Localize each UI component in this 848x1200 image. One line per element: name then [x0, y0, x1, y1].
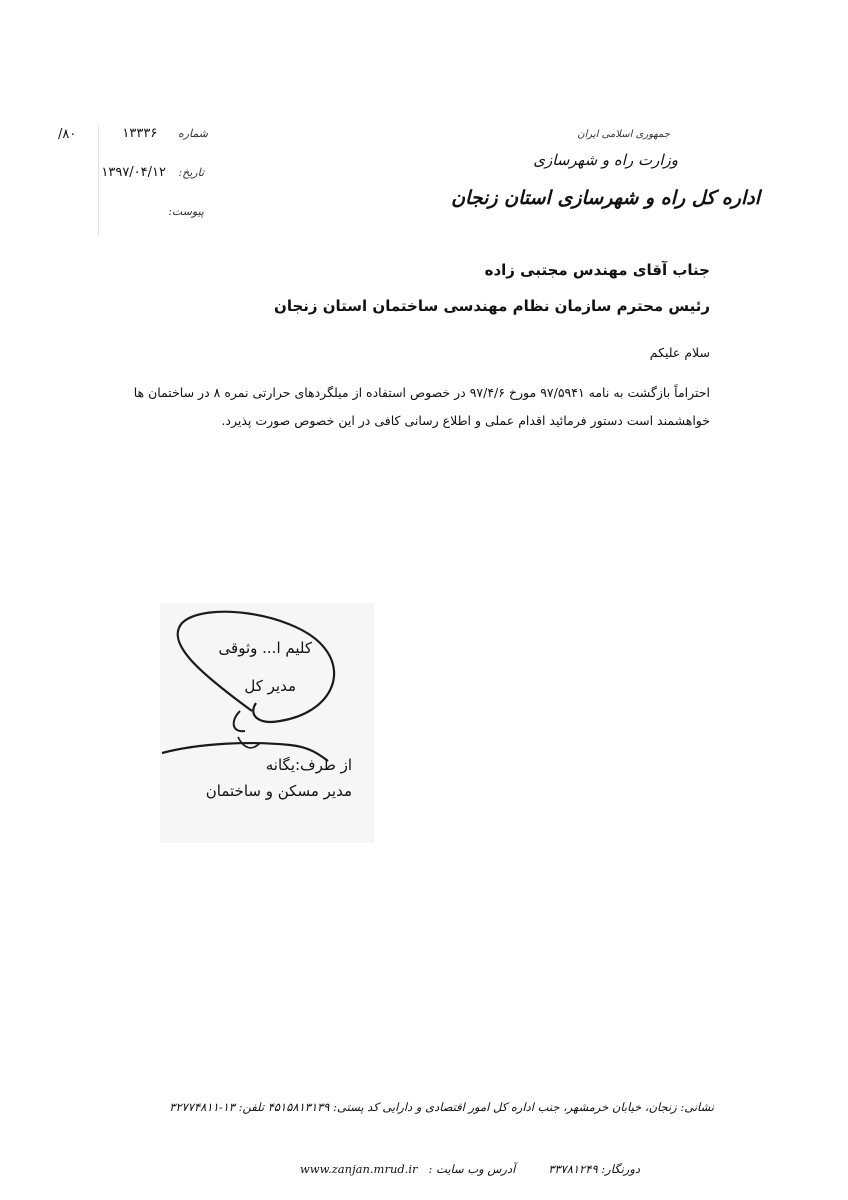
- letter-date-row: [44, 165, 204, 180]
- letter-number-label: شماره: [177, 127, 208, 140]
- signatory-title: مدیر کل: [244, 677, 296, 695]
- office-name: اداره کل راه و شهرسازی استان زنجان: [451, 187, 760, 209]
- body-line-1: احتراماً بازگشت به نامه ۹۷/۵۹۴۱ مورخ ۹۷/۴/۶ در خصوص استفاده از میلگردهای حرارتی نمره ۸ در ساختمان ها: [133, 385, 710, 400]
- on-behalf-line: از طرف:یگانه: [265, 756, 352, 774]
- addressee-line-2: رئیس محترم سازمان نظام مهندسی ساختمان استان زنجان: [274, 297, 710, 315]
- footer-website-label: آدرس وب سایت :: [428, 1162, 516, 1176]
- addressee-line-1: جناب آقای مهندس مجتبی زاده: [484, 261, 710, 279]
- republic-text: جمهوری اسلامی ایران: [577, 129, 670, 140]
- meta-divider: [98, 126, 99, 236]
- letter-date-value: ۱۳۹۷/۰۴/۱۲: [101, 165, 166, 180]
- letter-date-label: تاریخ:: [178, 166, 204, 179]
- letter-number-row: [58, 126, 208, 141]
- footer-address: نشانی: زنجان، خیابان خرمشهر، جنب اداره کل امور اقتصادی و دارایی کد پستی: ۴۵۱۵۸۱۳۱۳۹ تلفن: ۱۳-۳۲۷۷۴۸۱۱: [169, 1100, 714, 1114]
- letter-attachment-row: [144, 204, 204, 219]
- letter-number-suffix: ۸۰/: [58, 127, 77, 142]
- letter-number-value: ۱۳۳۳۶: [122, 126, 158, 141]
- letter-attachment-label: پیوست:: [168, 205, 204, 218]
- greeting: سلام علیکم: [649, 345, 710, 360]
- ministry-name: وزارت راه و شهرسازی: [533, 151, 678, 169]
- signature-card: [160, 603, 374, 843]
- signatory-name: کلیم ا... وثوقی: [218, 639, 312, 657]
- footer-contact-row: [300, 1162, 640, 1176]
- body-line-2: خواهشمند است دستور فرمائید اقدام عملی و اطلاع رسانی کافی در این خصوص صورت پذیرد.: [221, 413, 710, 428]
- footer-website-link[interactable]: www.zanjan.mrud.ir: [299, 1162, 418, 1176]
- footer-fax: دورنگار: ۳۳۷۸۱۲۴۹: [548, 1162, 640, 1176]
- on-behalf-title: مدیر مسکن و ساختمان: [205, 782, 352, 800]
